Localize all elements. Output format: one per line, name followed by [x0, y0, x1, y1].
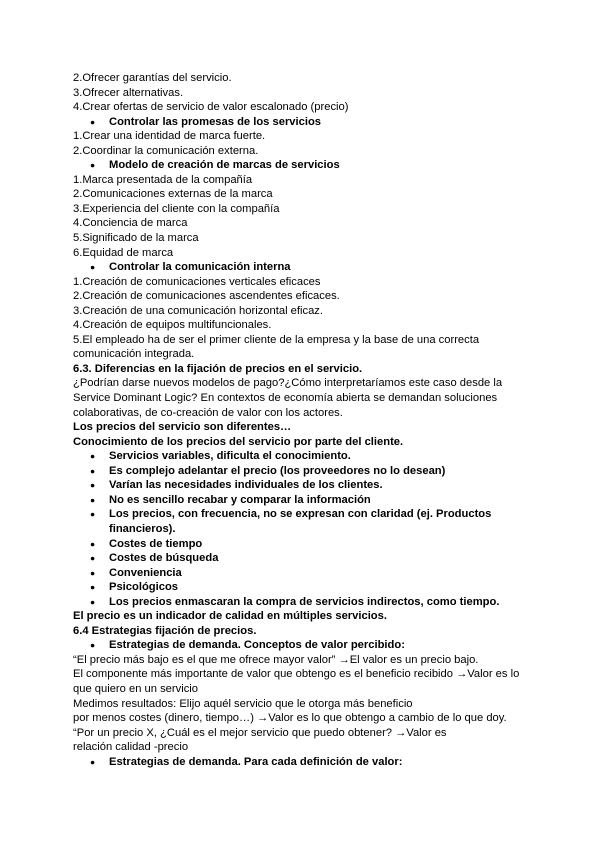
- text-line: 3.Creación de una comunicación horizontal eficaz.: [73, 304, 323, 317]
- text-line: 3.Ofrecer alternativas.: [73, 86, 184, 99]
- heading-line: 6.3. Diferencias en la fijación de precios en el servicio.: [73, 362, 363, 375]
- text-line: 1.Crear una identidad de marca fuerte.: [73, 130, 266, 143]
- bullet-continuation: financieros).: [109, 522, 176, 535]
- bullet-item: ● Los precios enmascaran la compra de servicios indirectos, como tiempo.: [73, 595, 533, 610]
- bullet-item: ● Estrategias de demanda. Para cada definición de valor:: [73, 755, 533, 770]
- text-line: relación calidad -precio: [73, 741, 189, 754]
- text-line: El componente más importante de valor que obtengo es el beneficio recibido →Valor es lo: [73, 668, 520, 681]
- heading-line: El precio es un indicador de calidad en múltiples servicios.: [73, 610, 387, 623]
- bullet-item: ● Controlar las promesas de los servicios: [73, 115, 533, 130]
- bullet-item: ● Psicológicos: [73, 580, 533, 595]
- text-line: 5.Significado de la marca: [73, 232, 199, 245]
- text-line: 1.Marca presentada de la compañía: [73, 173, 253, 186]
- bullet-item: ● Varían las necesidades individuales de los clientes.: [73, 478, 533, 493]
- text-line: 5.El empleado ha de ser el primer cliente de la empresa y la base de una correcta: [73, 333, 480, 346]
- text-line: colaborativas, de co-creación de valor con los actores.: [73, 406, 343, 419]
- bullet-item: ● No es sencillo recabar y comparar la información: [73, 493, 533, 508]
- bullet-item: ● Es complejo adelantar el precio (los proveedores no lo desean): [73, 464, 533, 479]
- text-line: 1.Creación de comunicaciones verticales eficaces: [73, 275, 321, 288]
- text-line: Medimos resultados: Elijo aquél servicio que le otorga más beneficio: [73, 697, 413, 710]
- text-line: 2.Creación de comunicaciones ascendentes eficaces.: [73, 290, 340, 303]
- heading-line: 6.4 Estrategias fijación de precios.: [73, 624, 257, 637]
- text-line: 6.Equidad de marca: [73, 246, 174, 259]
- bullet-item: ● Servicios variables, dificulta el conocimiento.: [73, 449, 533, 464]
- bullet-item: ● Conveniencia: [73, 566, 533, 581]
- heading-line: Conocimiento de los precios del servicio por parte del cliente.: [73, 435, 404, 448]
- text-line: por menos costes (dinero, tiempo…) →Valor es lo que obtengo a cambio de lo que doy.: [73, 712, 507, 725]
- bullet-item: ● Modelo de creación de marcas de servicios: [73, 158, 533, 173]
- text-line: 2.Comunicaciones externas de la marca: [73, 188, 273, 201]
- text-line: 3.Experiencia del cliente con la compañía: [73, 202, 280, 215]
- text-line: 2.Coordinar la comunicación externa.: [73, 144, 259, 157]
- text-line: 4.Crear ofertas de servicio de valor escalonado (precio): [73, 101, 349, 114]
- text-line: ¿Podrían darse nuevos modelos de pago?¿Cómo interpretaríamos este caso desde la: [73, 377, 503, 390]
- heading-line: Los precios del servicio son diferentes…: [73, 421, 292, 434]
- text-line: comunicación integrada.: [73, 348, 195, 361]
- document-body: [73, 71, 533, 769]
- bullet-item: ● Costes de búsqueda: [73, 551, 533, 566]
- bullet-item: ● Los precios, con frecuencia, no se expresan con claridad (ej. Productos: [73, 507, 533, 522]
- text-line: 4.Creación de equipos multifuncionales.: [73, 319, 272, 332]
- bullet-item: ● Costes de tiempo: [73, 537, 533, 552]
- bullet-item: ● Controlar la comunicación interna: [73, 260, 533, 275]
- text-line: 2.Ofrecer garantías del servicio.: [73, 72, 232, 84]
- bullet-item: ● Estrategias de demanda. Conceptos de valor percibido:: [73, 638, 533, 653]
- text-line: “El precio más bajo es el que me ofrece mayor valor” →El valor es un precio bajo.: [73, 653, 479, 666]
- text-line: “Por un precio X, ¿Cuál es el mejor servicio que puedo obtener? →Valor es: [73, 726, 447, 739]
- text-line: 4.Conciencia de marca: [73, 217, 188, 230]
- text-line: que quiero en un servicio: [73, 682, 199, 695]
- text-line: Service Dominant Logic? En contextos de economía abierta se demandan soluciones: [73, 392, 498, 405]
